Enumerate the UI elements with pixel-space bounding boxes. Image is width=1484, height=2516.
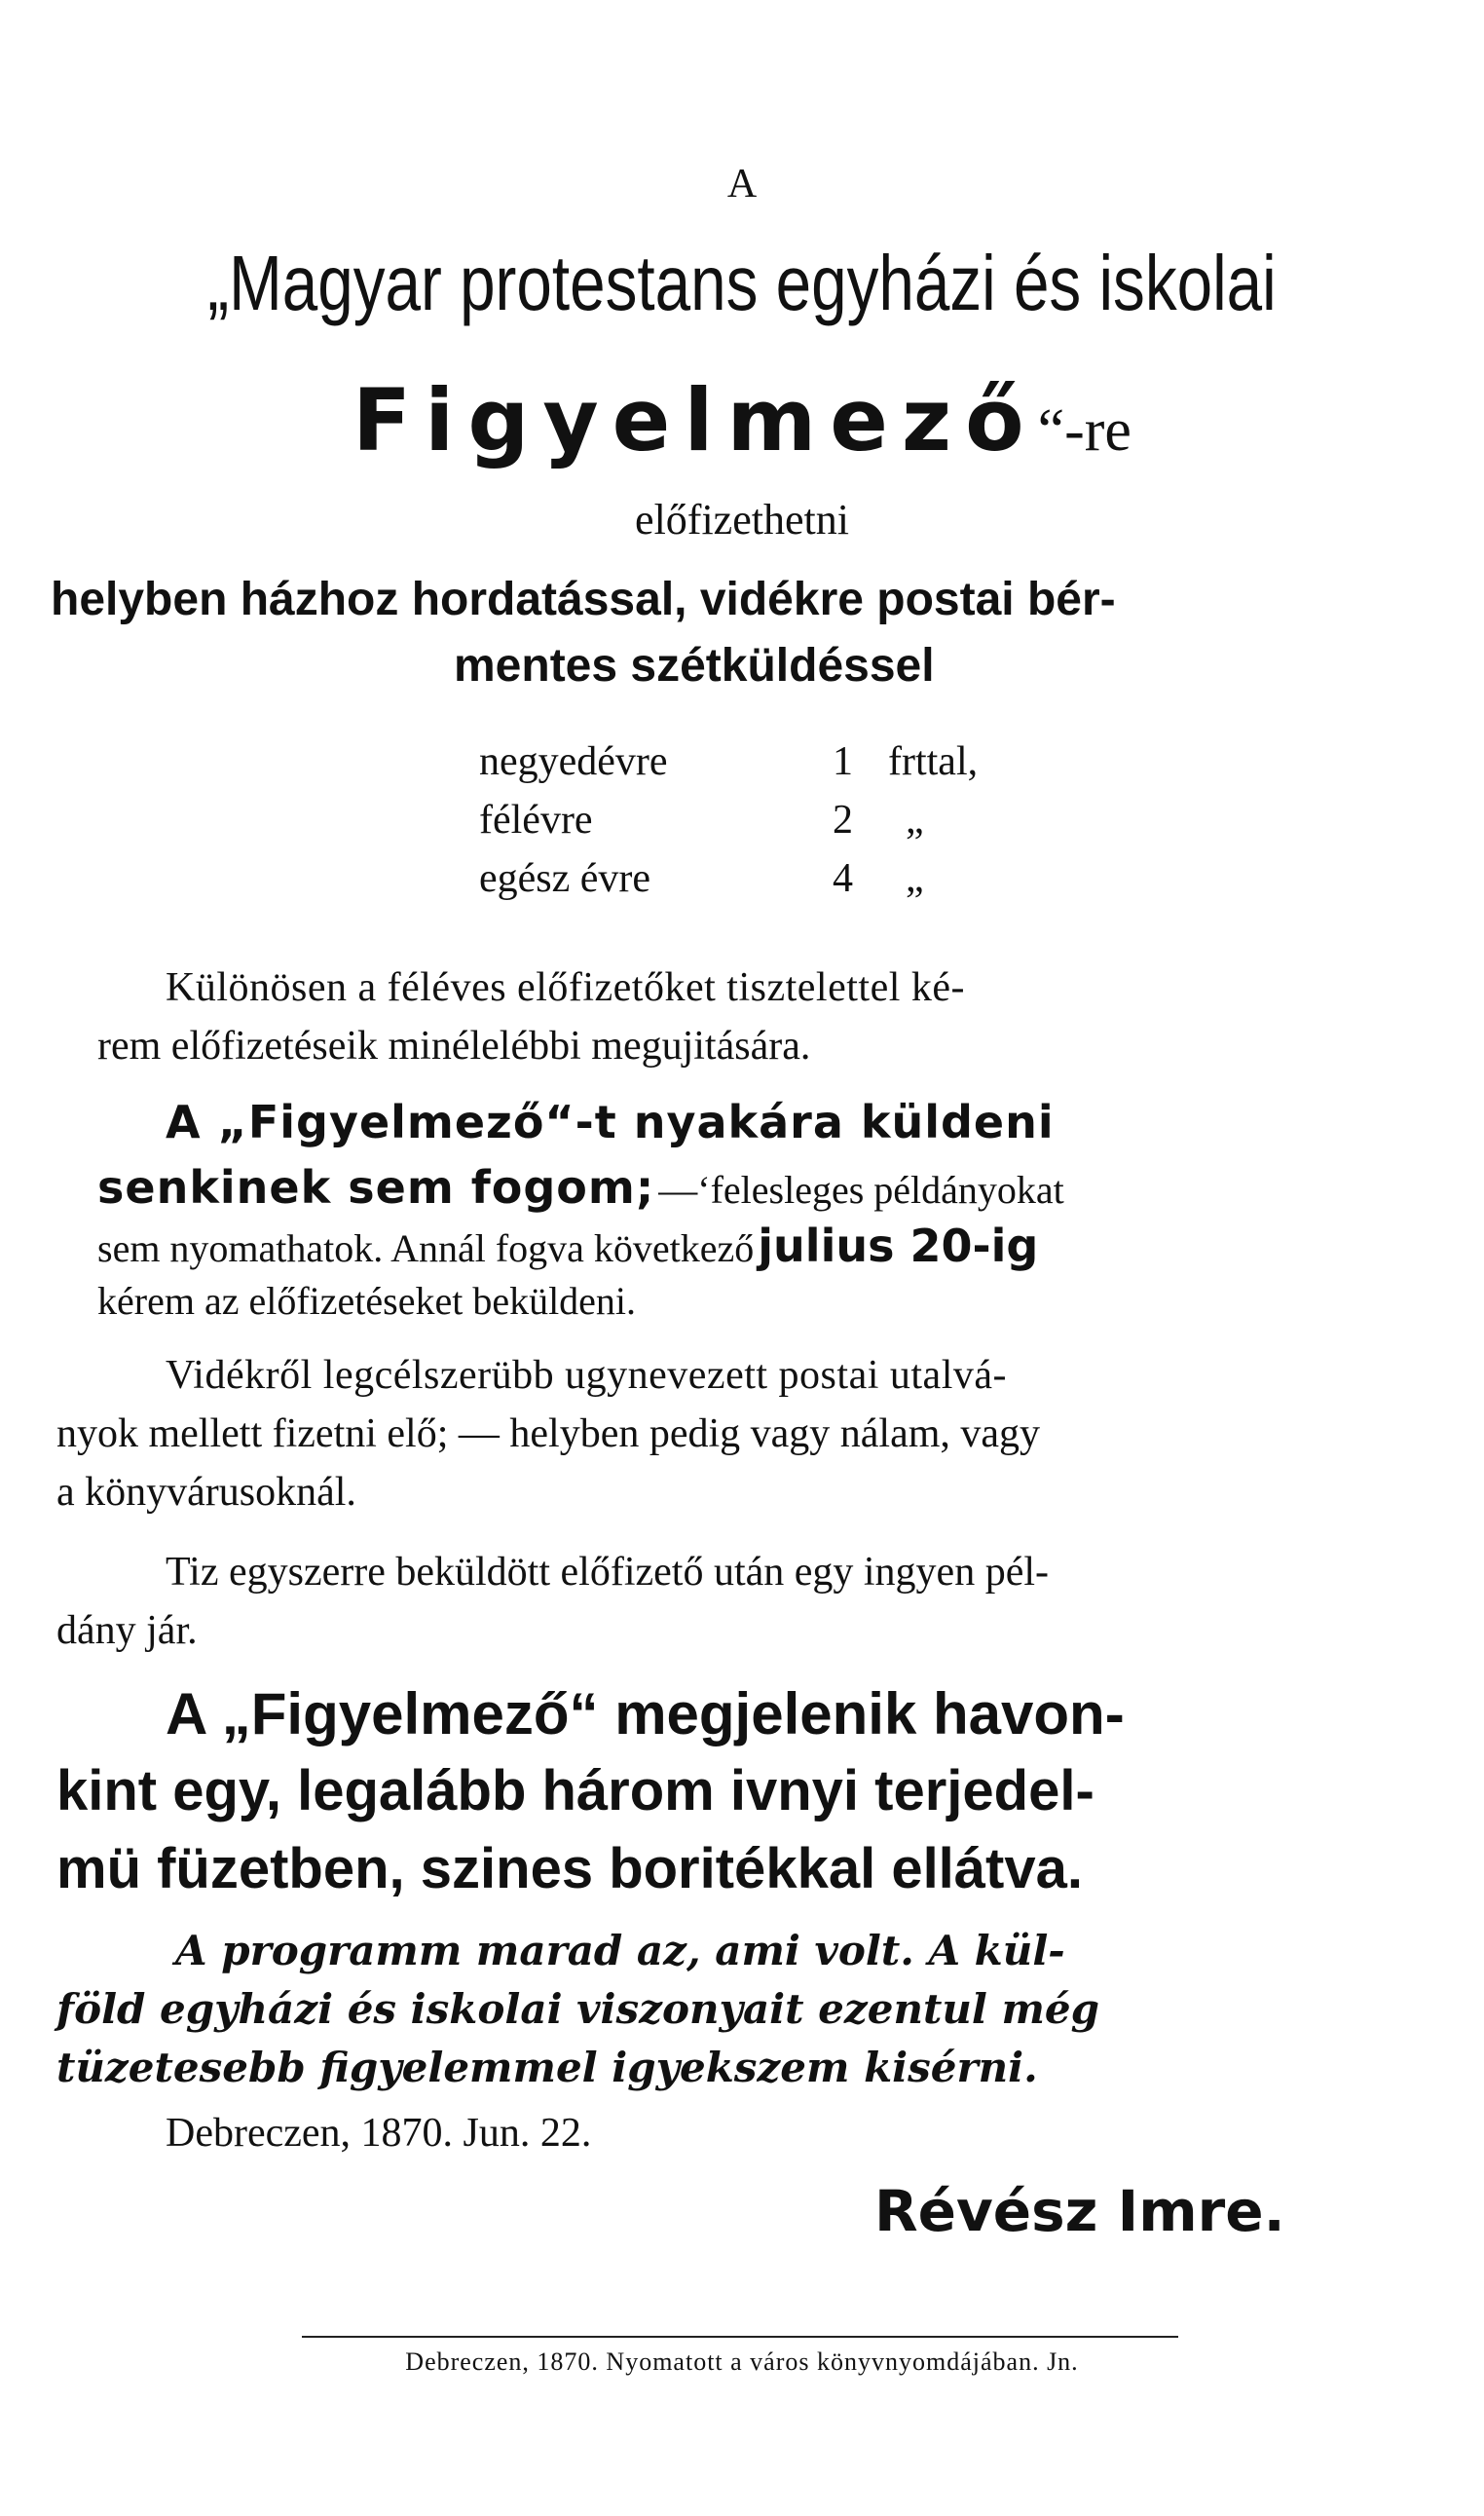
paragraph-1-line-2: rem előfizetéseik minélelébbi megujitására. xyxy=(97,1024,811,1069)
header-article: A xyxy=(726,162,758,207)
paragraph-6-line-2: föld egyházi és iskolai viszonyait ezentul még xyxy=(56,1985,1100,2033)
delivery-line-1: helyben házhoz hordatással, vidékre postai bér- xyxy=(51,574,1116,625)
price-amount-quarter: 1 xyxy=(833,739,853,784)
paragraph-2-line-4: kérem az előfizetéseket beküldeni. xyxy=(97,1279,637,1323)
paragraph-2-emphasis: senkinek sem fogom; xyxy=(97,1161,655,1214)
paragraph-4-line-1: Tiz egyszerre beküldött előfizető után egy ingyen pél- xyxy=(166,1550,1049,1595)
place-date: Debreczen, 1870. Jun. 22. xyxy=(166,2111,592,2156)
paragraph-2-line-1: A „Figyelmező“-t nyakára küldeni xyxy=(166,1096,1055,1148)
header-title: „Magyar protestans egyházi és iskolai xyxy=(207,240,1277,326)
paragraph-2-rest: —‘felesleges példányokat xyxy=(658,1168,1064,1212)
paragraph-5-line-3: mü füzetben, szines boritékkal ellátva. xyxy=(56,1837,1083,1900)
paragraph-3-line-3: a könyvárusoknál. xyxy=(56,1470,356,1515)
price-period-year: egész évre xyxy=(479,856,651,901)
price-amount-half: 2 xyxy=(833,798,853,843)
footer-rule xyxy=(302,2336,1178,2338)
price-amount-year: 4 xyxy=(833,856,853,901)
paragraph-3-line-2: nyok mellett fizetni elő; — helyben pedig vagy nálam, vagy xyxy=(56,1411,1041,1456)
paragraph-4-line-2: dány jár. xyxy=(56,1608,198,1653)
journal-title xyxy=(0,370,1484,470)
paragraph-1-line-1: Különösen a féléves előfizetőket tisztelettel ké- xyxy=(166,965,966,1010)
paragraph-6-line-3: tüzetesebb figyelemmel igyekszem kisérni. xyxy=(56,2044,1038,2091)
journal-name: Figyelmező xyxy=(352,370,1038,470)
price-unit-half: „ xyxy=(906,798,924,843)
paragraph-5-line-2: kint egy, legalább három ivnyi terjedel- xyxy=(56,1759,1094,1822)
price-period-quarter: negyedévre xyxy=(479,739,668,784)
paragraph-3-line-1: Vidékről legcélszerübb ugynevezett postai utalvá- xyxy=(166,1353,1007,1398)
price-period-half: félévre xyxy=(479,798,593,843)
subscription-intro: előfizethetni xyxy=(635,496,849,544)
deadline-date: julius 20-ig xyxy=(758,1220,1039,1272)
paragraph-6-line-1: A programm marad az, ami volt. A kül- xyxy=(175,1927,1065,1974)
paragraph-2-line-3 xyxy=(97,1220,1038,1272)
journal-suffix: “-re xyxy=(1037,397,1132,464)
paragraph-5-line-1: A „Figyelmező“ megjelenik havon- xyxy=(166,1681,1125,1746)
paragraph-2-line-2 xyxy=(97,1161,1064,1214)
price-unit-quarter: frttal, xyxy=(888,739,979,784)
paragraph-2-line-3-text: sem nyomathatok. Annál fogva következő xyxy=(97,1226,755,1270)
price-unit-year: „ xyxy=(906,856,924,901)
imprint: Debreczen, 1870. Nyomatott a város könyvnyomdájában. Jn. xyxy=(405,2347,1079,2376)
delivery-line-2: mentes szétküldéssel xyxy=(454,640,935,692)
signature: Révész Imre. xyxy=(874,2178,1285,2244)
